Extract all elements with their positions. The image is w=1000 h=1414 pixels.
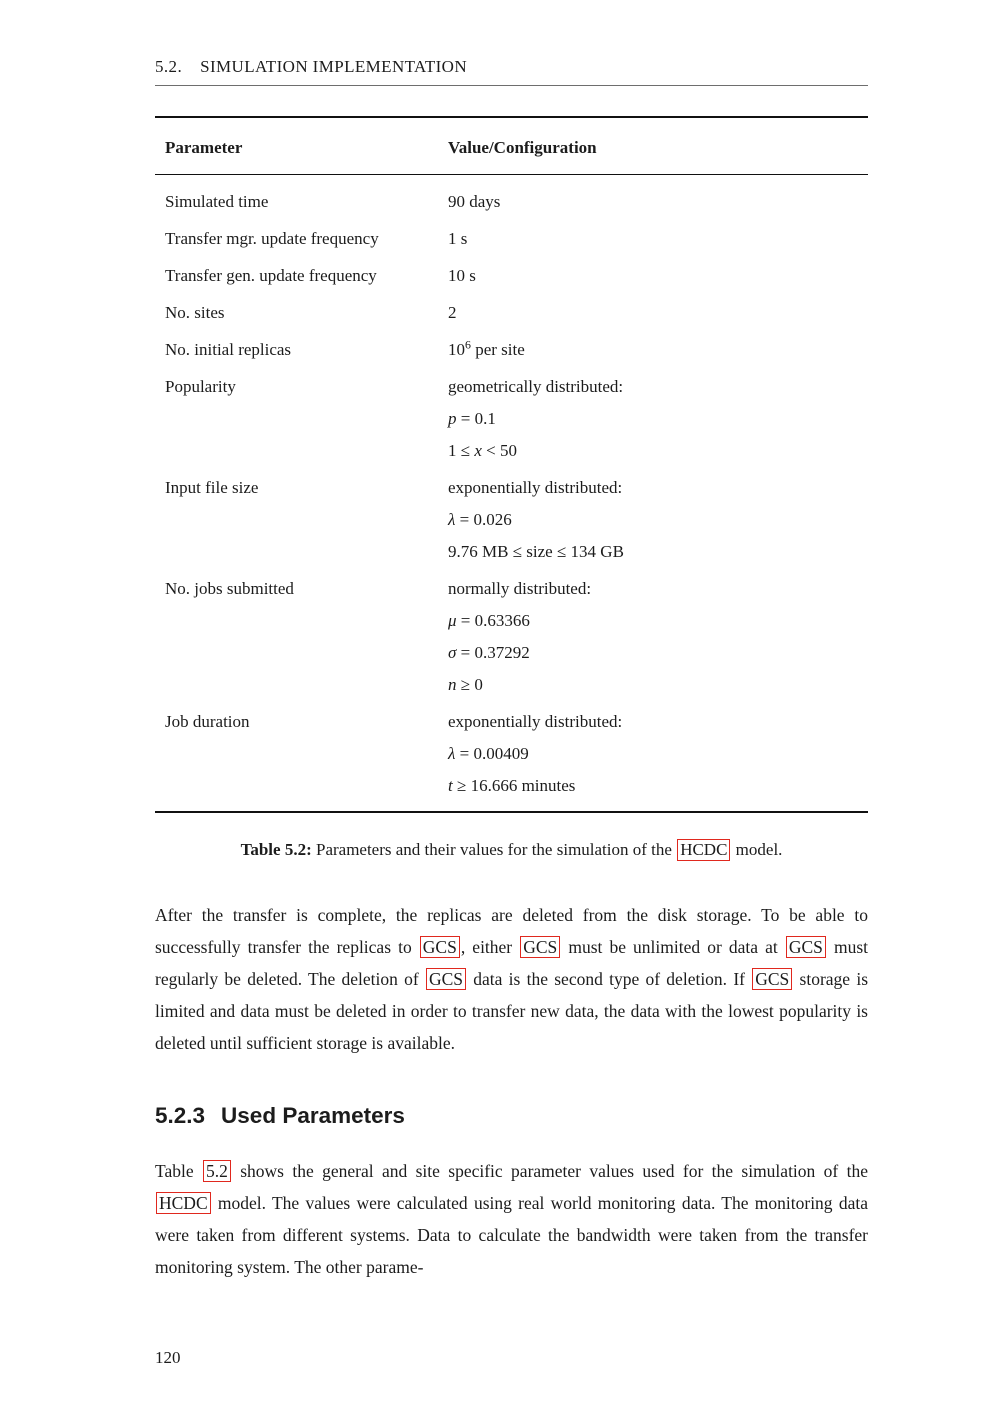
text-segment: = 0.1 [456, 409, 496, 428]
value-cell [448, 297, 868, 329]
value-line [448, 536, 868, 568]
param-cell: Input file size [165, 478, 259, 497]
value-line [448, 770, 868, 802]
text-segment: model. The values were calculated using real world monitoring data. The monitoring data were taken from different systems. Data to calculate the bandwidth were taken from the transfer monitoring system. The other parame- [155, 1193, 868, 1277]
param-cell: Transfer mgr. update frequency [165, 229, 379, 248]
value-line [448, 297, 868, 329]
table-row [165, 706, 868, 802]
running-head-section-title: SIMULATION IMPLEMENTATION [200, 57, 468, 76]
acronym-link[interactable]: HCDC [677, 839, 730, 861]
body-paragraph-1 [155, 899, 868, 1059]
value-line [448, 637, 868, 669]
acronym-link[interactable]: GCS [520, 936, 560, 958]
value-line [448, 738, 868, 770]
value-line [448, 260, 868, 292]
value-cell [448, 260, 868, 292]
value-cell [448, 573, 868, 701]
running-head [155, 56, 868, 78]
param-cell: No. initial replicas [165, 340, 292, 359]
text-segment: x [474, 441, 482, 460]
text-segment: λ [448, 744, 456, 763]
text-segment: exponentially distributed: [448, 712, 623, 731]
value-line [448, 435, 868, 467]
value-line [448, 706, 868, 738]
text-segment: Parameters and their values for the simulation of the [311, 840, 677, 859]
text-segment: 10 s [448, 266, 476, 285]
table-row [165, 371, 868, 467]
value-line [448, 334, 868, 366]
value-line [448, 605, 868, 637]
text-segment: After the transfer is complete, the replicas are deleted from the disk storage. To be able to successfully transfer the replicas to [155, 905, 868, 957]
text-segment: 1 s [448, 229, 468, 248]
text-segment: normally distributed: [448, 579, 592, 598]
value-line [448, 223, 868, 255]
subsection-heading [155, 1101, 868, 1131]
acronym-link[interactable]: GCS [786, 936, 826, 958]
param-cell: Popularity [165, 377, 236, 396]
table-row [165, 573, 868, 701]
table-body [155, 175, 868, 811]
text-segment: ≥ 16.666 minutes [452, 776, 576, 795]
text-segment: per site [470, 340, 525, 359]
subsection-title: Used Parameters [221, 1103, 405, 1128]
column-header-value: Value/Configuration [448, 138, 597, 157]
table-row [165, 472, 868, 568]
text-segment: storage is limited and data must be deleted in order to transfer new data, the data with the lowest popularity is deleted until sufficient storage is available. [155, 969, 869, 1053]
value-cell [448, 334, 868, 366]
value-cell [448, 186, 868, 218]
text-segment: data is the second type of deletion. If [467, 969, 752, 989]
text-segment: λ [448, 510, 456, 529]
text-segment: ≥ 0 [456, 675, 483, 694]
text-segment: t [448, 776, 453, 795]
text-segment: = 0.63366 [456, 611, 530, 630]
value-cell [448, 706, 868, 802]
value-cell [448, 472, 868, 568]
acronym-link[interactable]: 5.2 [203, 1160, 231, 1182]
acronym-link[interactable]: GCS [426, 968, 466, 990]
column-header-parameter: Parameter [165, 138, 243, 157]
value-line [448, 669, 868, 701]
text-segment: geometrically distributed: [448, 377, 624, 396]
value-line [448, 403, 868, 435]
text-segment: σ [448, 643, 457, 662]
page-number: 120 [155, 1348, 181, 1367]
value-line [448, 371, 868, 403]
superscript-text: 6 [465, 337, 471, 352]
param-cell: Job duration [165, 712, 250, 731]
acronym-link[interactable]: GCS [752, 968, 792, 990]
text-segment: must regularly be deleted. The deletion of [155, 937, 868, 989]
subsection-number: 5.2.3 [155, 1103, 206, 1128]
table-row [165, 260, 868, 292]
running-head-rule [155, 85, 868, 86]
value-cell [448, 371, 868, 467]
text-segment: p [448, 409, 457, 428]
value-line [448, 573, 868, 605]
parameters-table [155, 116, 868, 813]
text-segment: = 0.37292 [456, 643, 530, 662]
value-line [448, 504, 868, 536]
text-segment: Table [155, 1161, 202, 1181]
body-paragraph-2 [155, 1155, 868, 1283]
running-head-section-number: 5.2. [155, 57, 183, 76]
table-row [165, 297, 868, 329]
text-segment: 2 [448, 303, 457, 322]
text-segment: 90 days [448, 192, 501, 211]
value-line [448, 472, 868, 504]
text-segment: model. [731, 840, 783, 859]
text-segment: , either [460, 937, 520, 957]
acronym-link[interactable]: GCS [420, 936, 460, 958]
text-segment: = 0.00409 [455, 744, 529, 763]
text-segment: must be unlimited or data at [561, 937, 785, 957]
text-segment: Table 5.2: [240, 840, 312, 859]
param-cell: No. sites [165, 303, 225, 322]
text-segment: exponentially distributed: [448, 478, 623, 497]
table-row [165, 186, 868, 218]
param-cell: Transfer gen. update frequency [165, 266, 377, 285]
value-cell [448, 223, 868, 255]
text-segment: μ [448, 611, 457, 630]
table-header-row [155, 118, 868, 175]
table-caption [155, 837, 868, 863]
text-segment: 10 [448, 340, 465, 359]
text-segment: 1 ≤ [448, 441, 475, 460]
text-segment: = 0.026 [455, 510, 512, 529]
table-row [165, 334, 868, 366]
param-cell: Simulated time [165, 192, 269, 211]
text-segment: n [448, 675, 457, 694]
acronym-link[interactable]: HCDC [156, 1192, 211, 1214]
text-segment: < 50 [481, 441, 517, 460]
text-segment: 9.76 MB ≤ size ≤ 134 GB [448, 542, 624, 561]
text-segment: shows the general and site specific parameter values used for the simulation of the [231, 1161, 868, 1181]
param-cell: No. jobs submitted [165, 579, 294, 598]
value-line [448, 186, 868, 218]
table-row [165, 223, 868, 255]
